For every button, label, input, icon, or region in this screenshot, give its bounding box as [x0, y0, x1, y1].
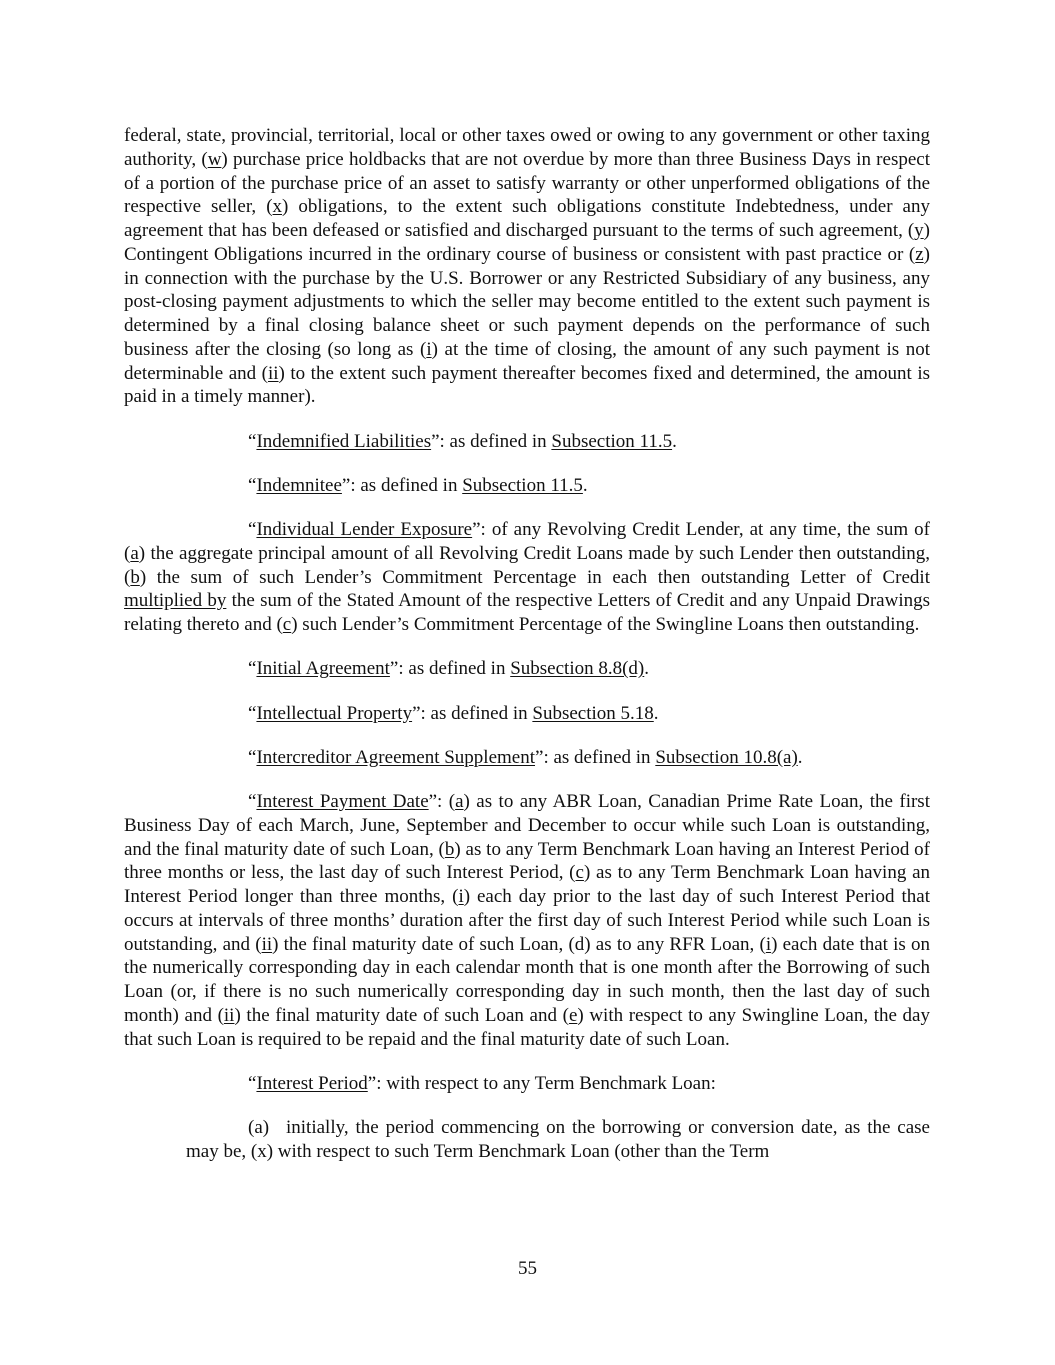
document-body [124, 124, 930, 1164]
clause-marker: i [458, 886, 464, 907]
clause-marker: i [765, 933, 772, 955]
defined-term: Interest Period [256, 1072, 368, 1094]
cross-reference: Subsection 10.8(a) [655, 746, 798, 768]
paragraph-continuation: federal, state, provincial, territorial, local or other taxes owed or owing to any government or other taxing authority, (w) purchase price holdbacks that are not overdue by more than three Business Days in respect of a portion of the purchase price of an asset to satisfy warranty or other unperformed obligations of the respective seller, (x) obligations, to the extent such obligations constitute Indebtedness, under any agreement that has been defeased or satisfied and discharged pursuant to the terms of such agreement, (y) Contingent Obligations incurred in the ordinary course of business or consistent with past practice or (z) in connection with the purchase by the U.S. Borrower or any Restricted Subsidiary of any business, any post-closing payment adjustments to which the seller may become entitled to the extent such payment is determined by a final closing balance sheet or such payment depends on the performance of such business after the closing (so long as (i) at the time of closing, the amount of any such payment is not determinable and (ii) to the extent such payment thereafter becomes fixed and determined, the amount is paid in a timely manner). [124, 125, 931, 408]
clause-marker: z [915, 243, 924, 265]
clause-a-label: (a) [248, 1117, 270, 1138]
clause-marker: ii [261, 933, 273, 955]
clause-marker: b [444, 838, 455, 860]
clause-marker: i [426, 338, 432, 360]
definition-intellectual-property: “Intellectual Property”: as defined in Subsection 5.18. [248, 702, 659, 724]
clause-a-text: initially, the period commencing on the borrowing or conversion date, as the case may be, (x) with respect to such Term Benchmark Loan (other than the Term [186, 1117, 930, 1162]
definition-interest-payment-date: “Interest Payment Date”: (a) as to any ABR Loan, Canadian Prime Rate Loan, the first Business Day of each March, June, September and December to occur while such Loan is outstanding, and the final maturity date of such Loan, (b) as to any Term Benchmark Loan having an Interest Period of three months or less, the last day of such Interest Period, (c) as to any Term Benchmark Loan having an Interest Period longer than three months, (i) each day prior to the last day of such Interest Period that occurs at intervals of three months’ duration after the first day of such Interest Period while such Loan is outstanding, and (ii) the final maturity date of such Loan, (d) as to any RFR Loan, (i) each date that is on the numerically corresponding day in each calendar month that is one month after the Borrowing of such Loan (or, if there is no such numerically corresponding day in such month, then the last day of such month) and (ii) the final maturity date of such Loan and (e) with respect to any Swingline Loan, the day that such Loan is required to be repaid and the final maturity date of such Loan. [124, 791, 930, 1050]
cross-reference: Subsection 11.5 [462, 474, 583, 496]
clause-marker: c [575, 862, 584, 884]
definition-intercreditor-agreement-supplement: “Intercreditor Agreement Supplement”: as defined in Subsection 10.8(a). [248, 746, 803, 768]
definition-individual-lender-exposure: “Individual Lender Exposure”: of any Revolving Credit Lender, at any time, the sum of (a) the aggregate principal amount of all Revolving Credit Loans made by such Lender then outstanding, (b) the sum of such Lender’s Commitment Percentage in each then outstanding Letter of Credit multiplied by the sum of the Stated Amount of the respective Letters of Credit and any Unpaid Drawings relating thereto and (c) such Lender’s Commitment Percentage of the Swingline Loans then outstanding. [124, 519, 931, 635]
cross-reference: Subsection 5.18 [532, 702, 654, 724]
emphasis-multiplied-by: multiplied by [124, 590, 227, 612]
clause-marker: ii [267, 362, 279, 384]
defined-term: Individual Lender Exposure [256, 519, 473, 540]
defined-term: Initial Agreement [256, 658, 390, 680]
cross-reference: Subsection 8.8(d) [510, 658, 645, 680]
page-number: 55 [518, 1258, 537, 1279]
clause-a [186, 1116, 930, 1164]
clause-marker: y [914, 220, 924, 241]
defined-term: Indemnified Liabilities [256, 430, 432, 452]
clause-marker: a [130, 542, 139, 564]
clause-marker: e [568, 1004, 578, 1026]
clause-marker: c [282, 614, 292, 635]
defined-term: Indemnitee [256, 474, 342, 496]
defined-term: Intercreditor Agreement Supplement [256, 746, 536, 768]
clause-marker: ii [223, 1004, 235, 1026]
definition-interest-period: “Interest Period”: with respect to any Term Benchmark Loan: [248, 1072, 716, 1094]
definition-indemnified-liabilities: “Indemnified Liabilities”: as defined in Subsection 11.5. [248, 430, 677, 452]
clause-marker: x [272, 196, 283, 218]
clause-marker: b [130, 566, 140, 588]
clause-marker: a [455, 791, 464, 812]
definition-initial-agreement: “Initial Agreement”: as defined in Subsection 8.8(d). [248, 658, 650, 680]
definition-indemnitee: “Indemnitee”: as defined in Subsection 11.5. [248, 474, 588, 496]
clause-marker: w [207, 148, 222, 170]
defined-term: Interest Payment Date [256, 791, 429, 812]
defined-term: Intellectual Property [256, 702, 413, 724]
cross-reference: Subsection 11.5 [551, 430, 673, 452]
